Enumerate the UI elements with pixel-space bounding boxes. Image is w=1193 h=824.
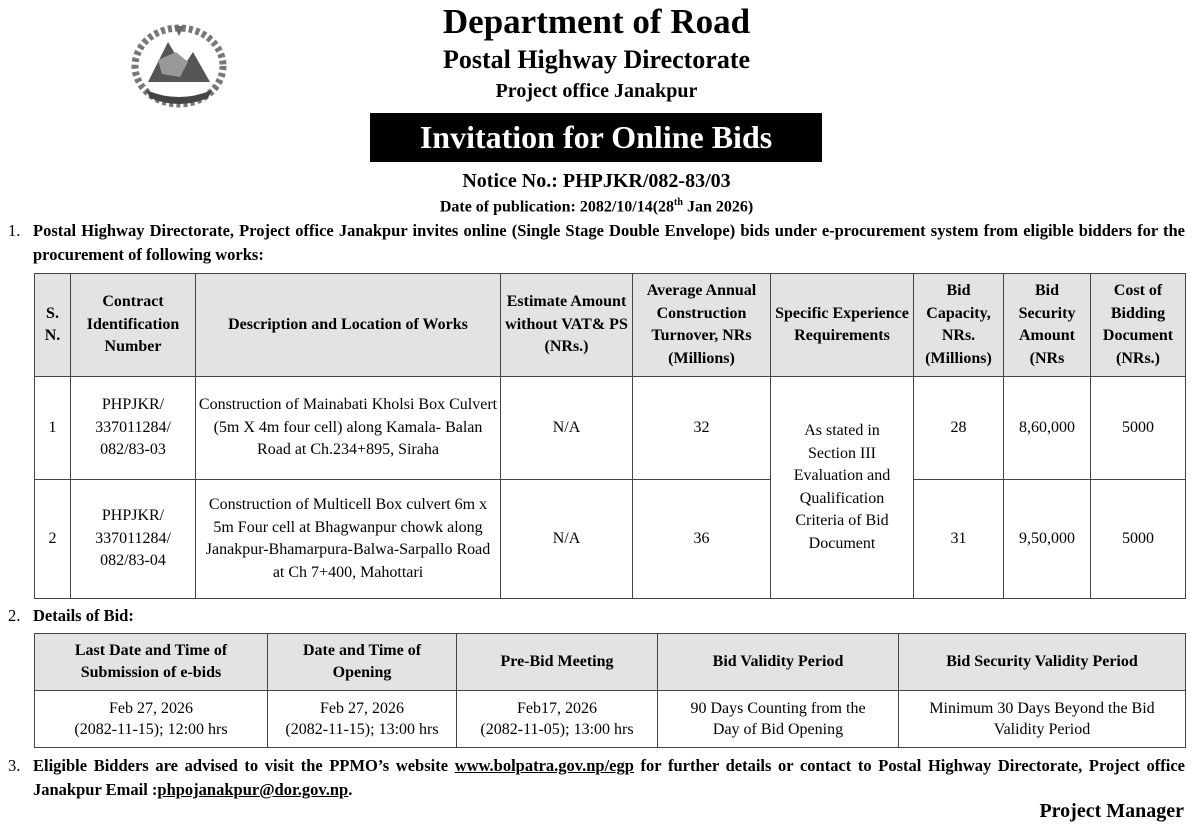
cell-line: Feb 27, 2026 bbox=[109, 700, 193, 717]
contract-id-cell: PHPJKR/ 337011284/ 082/83-04 bbox=[71, 480, 196, 599]
security-cell: 8,60,000 bbox=[1004, 377, 1091, 480]
text: . bbox=[348, 780, 353, 799]
experience-cell: As stated in Section III Evaluation and Qualification Criteria of Bid Document bbox=[771, 377, 914, 599]
table-header-row bbox=[35, 634, 1186, 691]
pub-date-suffix: Jan 2026) bbox=[682, 198, 754, 216]
bid-details-table bbox=[34, 633, 1186, 748]
estimate-cell: N/A bbox=[501, 377, 633, 480]
section-number: 2. bbox=[8, 606, 21, 625]
section-text: Details of Bid: bbox=[33, 606, 134, 625]
table-row bbox=[35, 691, 1186, 748]
directorate-name: Postal Highway Directorate bbox=[442, 45, 751, 74]
sn-cell: 1 bbox=[35, 377, 71, 480]
header-cell: Cost of Bidding Document (NRs.) bbox=[1091, 274, 1186, 377]
estimate-cell: N/A bbox=[501, 480, 633, 599]
signature-title: Project Manager bbox=[1039, 800, 1184, 822]
cost-cell: 5000 bbox=[1091, 480, 1186, 599]
section-text: Postal Highway Directorate, Project office Janakpur invites online (Single Stage Double Envelope) bids under e-procurement system from eligible bidders for the procurement of following works: bbox=[33, 221, 1185, 264]
section-1 bbox=[8, 219, 1185, 267]
cell-line: Feb 27, 2026 bbox=[320, 700, 404, 717]
sn-cell: 2 bbox=[35, 480, 71, 599]
header-cell: Average Annual Construction Turnover, NRs (Millions) bbox=[633, 274, 771, 377]
notice-number: Notice No.: PHPJKR/082-83/03 bbox=[462, 170, 731, 192]
invitation-banner: Invitation for Online Bids bbox=[370, 113, 822, 162]
section-text bbox=[33, 754, 1185, 802]
header-cell: Bid Capacity, NRs. (Millions) bbox=[914, 274, 1004, 377]
cell-line: Day of Bid Opening bbox=[712, 721, 844, 738]
works-table bbox=[34, 273, 1186, 599]
office-name: Project office Janakpur bbox=[495, 80, 698, 102]
text: Eligible Bidders are advised to visit the PPMO’s website bbox=[33, 756, 455, 775]
header-cell: Contract Identification Number bbox=[71, 274, 196, 377]
pub-date-prefix: Date of publication: 2082/10/14(28 bbox=[439, 198, 675, 216]
header-cell: Bid Validity Period bbox=[658, 634, 899, 691]
cost-cell: 5000 bbox=[1091, 377, 1186, 480]
page-title: Department of Road bbox=[442, 2, 751, 41]
cell-line: (2082-11-15); 12:00 hrs bbox=[74, 721, 228, 738]
header-cell: Bid Security Validity Period bbox=[899, 634, 1186, 691]
table-row bbox=[35, 480, 1186, 599]
bid-validity-cell bbox=[658, 691, 899, 748]
header-cell: Date and Time of Opening bbox=[268, 634, 457, 691]
publication-date bbox=[0, 197, 1193, 216]
header-cell: Last Date and Time of Submission of e-bids bbox=[35, 634, 268, 691]
opening-date-cell bbox=[268, 691, 457, 748]
capacity-cell: 31 bbox=[914, 480, 1004, 599]
pre-bid-meeting-cell bbox=[457, 691, 658, 748]
description-cell: Construction of Multicell Box culvert 6m x 5m Four cell at Bhagwanpur chowk along Janakpur-Bhamarpura-Balwa-Sarpallo Road at Ch 7+400, Mahottari bbox=[196, 480, 501, 599]
header-cell: Specific Experience Requirements bbox=[771, 274, 914, 377]
pub-date-sup: th bbox=[674, 197, 683, 208]
cell-line: 90 Days Counting from the bbox=[690, 700, 866, 717]
section-3 bbox=[8, 754, 1185, 802]
section-number: 3. bbox=[8, 756, 21, 775]
header-cell: S. N. bbox=[35, 274, 71, 377]
security-validity-cell bbox=[899, 691, 1186, 748]
turnover-cell: 36 bbox=[633, 480, 771, 599]
ppmo-website-link[interactable]: www.bolpatra.gov.np/egp bbox=[454, 756, 634, 775]
cell-line: Feb17, 2026 bbox=[517, 700, 597, 717]
section-2 bbox=[8, 604, 1185, 628]
email-link[interactable]: phpojanakpur@dor.gov.np bbox=[157, 780, 349, 799]
section-number: 1. bbox=[8, 221, 21, 240]
cell-line: Minimum 30 Days Beyond the Bid bbox=[929, 700, 1155, 717]
turnover-cell: 32 bbox=[633, 377, 771, 480]
text: for further details or contact to Postal Highway Directorate, Project office Janakpur Email : bbox=[33, 756, 1185, 799]
header-cell: Description and Location of Works bbox=[196, 274, 501, 377]
table-row bbox=[35, 377, 1186, 480]
contract-id-cell: PHPJKR/ 337011284/ 082/83-03 bbox=[71, 377, 196, 480]
table-header-row bbox=[35, 274, 1186, 377]
header-cell: Bid Security Amount (NRs bbox=[1004, 274, 1091, 377]
submission-deadline-cell bbox=[35, 691, 268, 748]
capacity-cell: 28 bbox=[914, 377, 1004, 480]
header-cell: Estimate Amount without VAT& PS (NRs.) bbox=[501, 274, 633, 377]
header-cell: Pre-Bid Meeting bbox=[457, 634, 658, 691]
cell-line: Validity Period bbox=[993, 721, 1091, 738]
description-cell: Construction of Mainabati Kholsi Box Culvert (5m X 4m four cell) along Kamala- Balan Road at Ch.234+895, Siraha bbox=[196, 377, 501, 480]
cell-line: (2082-11-15); 13:00 hrs bbox=[285, 721, 439, 738]
security-cell: 9,50,000 bbox=[1004, 480, 1091, 599]
cell-line: (2082-11-05); 13:00 hrs bbox=[480, 721, 634, 738]
